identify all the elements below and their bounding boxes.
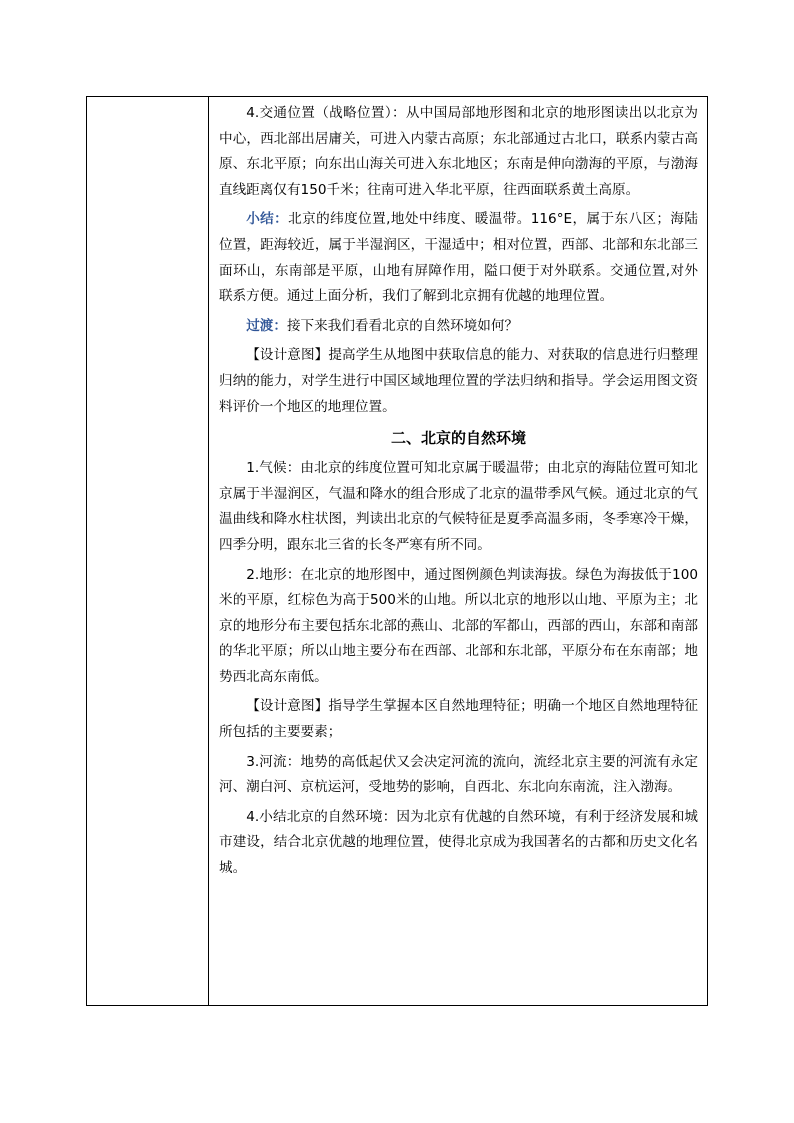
design-intent-paragraph-1: 【设计意图】提高学生从地图中获取信息的能力、对获取的信息进行归整理归纳的能力，对学生进行中国区域地理位置的学法归纳和指导。学会运用图文资料评价一个地区的地理位置。: [219, 347, 698, 415]
nature-summary-paragraph: 4.小结北京的自然环境：因为北京有优越的自然环境，有利于经济发展和城市建设，结合北京优越的地理位置，使得北京成为我国著名的古都和历史文化名城。: [219, 808, 698, 877]
summary-paragraph: [219, 207, 698, 309]
terrain-paragraph: 2.地形：在北京的地形图中，通过图例颜色判读海拔。绿色为海拔低于100米的平原，红棕色为高于500米的山地。所以北京的地形以山地、平原为主；北京的地形分布主要包括东北部的燕山、北部的军都山，西部的西山，东部和南部的华北平原；所以山地主要分布在西部、北部和东北部，平原分布在东南部；地势西北高东南低。: [219, 566, 698, 685]
traffic-position-paragraph: 4.交通位置（战略位置）：从中国局部地形图和北京的地形图读出以北京为中心，西北部出居庸关，可进入内蒙古高原；东北部通过古北口，联系内蒙古高原、东北平原；向东出山海关可进入东北地区；东南是伸向渤海的平原，与渤海直线距离仅有150千米；往南可进入华北平原，往西面联系黄土高原。: [219, 105, 698, 198]
climate-paragraph: 1.气候：由北京的纬度位置可知北京属于暖温带；由北京的海陆位置可知北京属于半湿润区，气温和降水的组合形成了北京的温带季风气候。通过北京的气温曲线和降水柱状图，判读出北京的气候特征是夏季高温多雨，冬季寒冷干燥，四季分明，跟东北三省的长冬严寒有所不同。: [219, 460, 698, 553]
design-intent-paragraph-2: 【设计意图】指导学生掌握本区自然地理特征；明确一个地区自然地理特征所包括的主要要素；: [219, 698, 698, 741]
lesson-table: [86, 96, 708, 1006]
summary-text: 北京的纬度位置,地处中纬度、暖温带。116°E，属于东八区；海陆位置，距海较近，属于半湿润区，干湿适中；相对位置，西部、北部和东北部三面环山，东南部是平原，山地有屏障作用，隘口便于对外联系。交通位置,对外联系方便。通过上面分析，我们了解到北京拥有优越的地理位置。: [219, 211, 699, 305]
transition-label: 过渡：: [246, 317, 287, 334]
transition-paragraph: [219, 314, 698, 340]
section-title: 二、北京的自然环境: [390, 429, 526, 448]
summary-label: 小结：: [246, 211, 289, 228]
transition-text: 接下来我们看看北京的自然环境如何？: [286, 317, 519, 334]
content-cell: [209, 97, 707, 1005]
rivers-paragraph: 3.河流：地势的高低起伏又会决定河流的流向，流经北京主要的河流有永定河、潮白河、京杭运河，受地势的影响，自西北、东北向东南流，注入渤海。: [219, 753, 698, 796]
